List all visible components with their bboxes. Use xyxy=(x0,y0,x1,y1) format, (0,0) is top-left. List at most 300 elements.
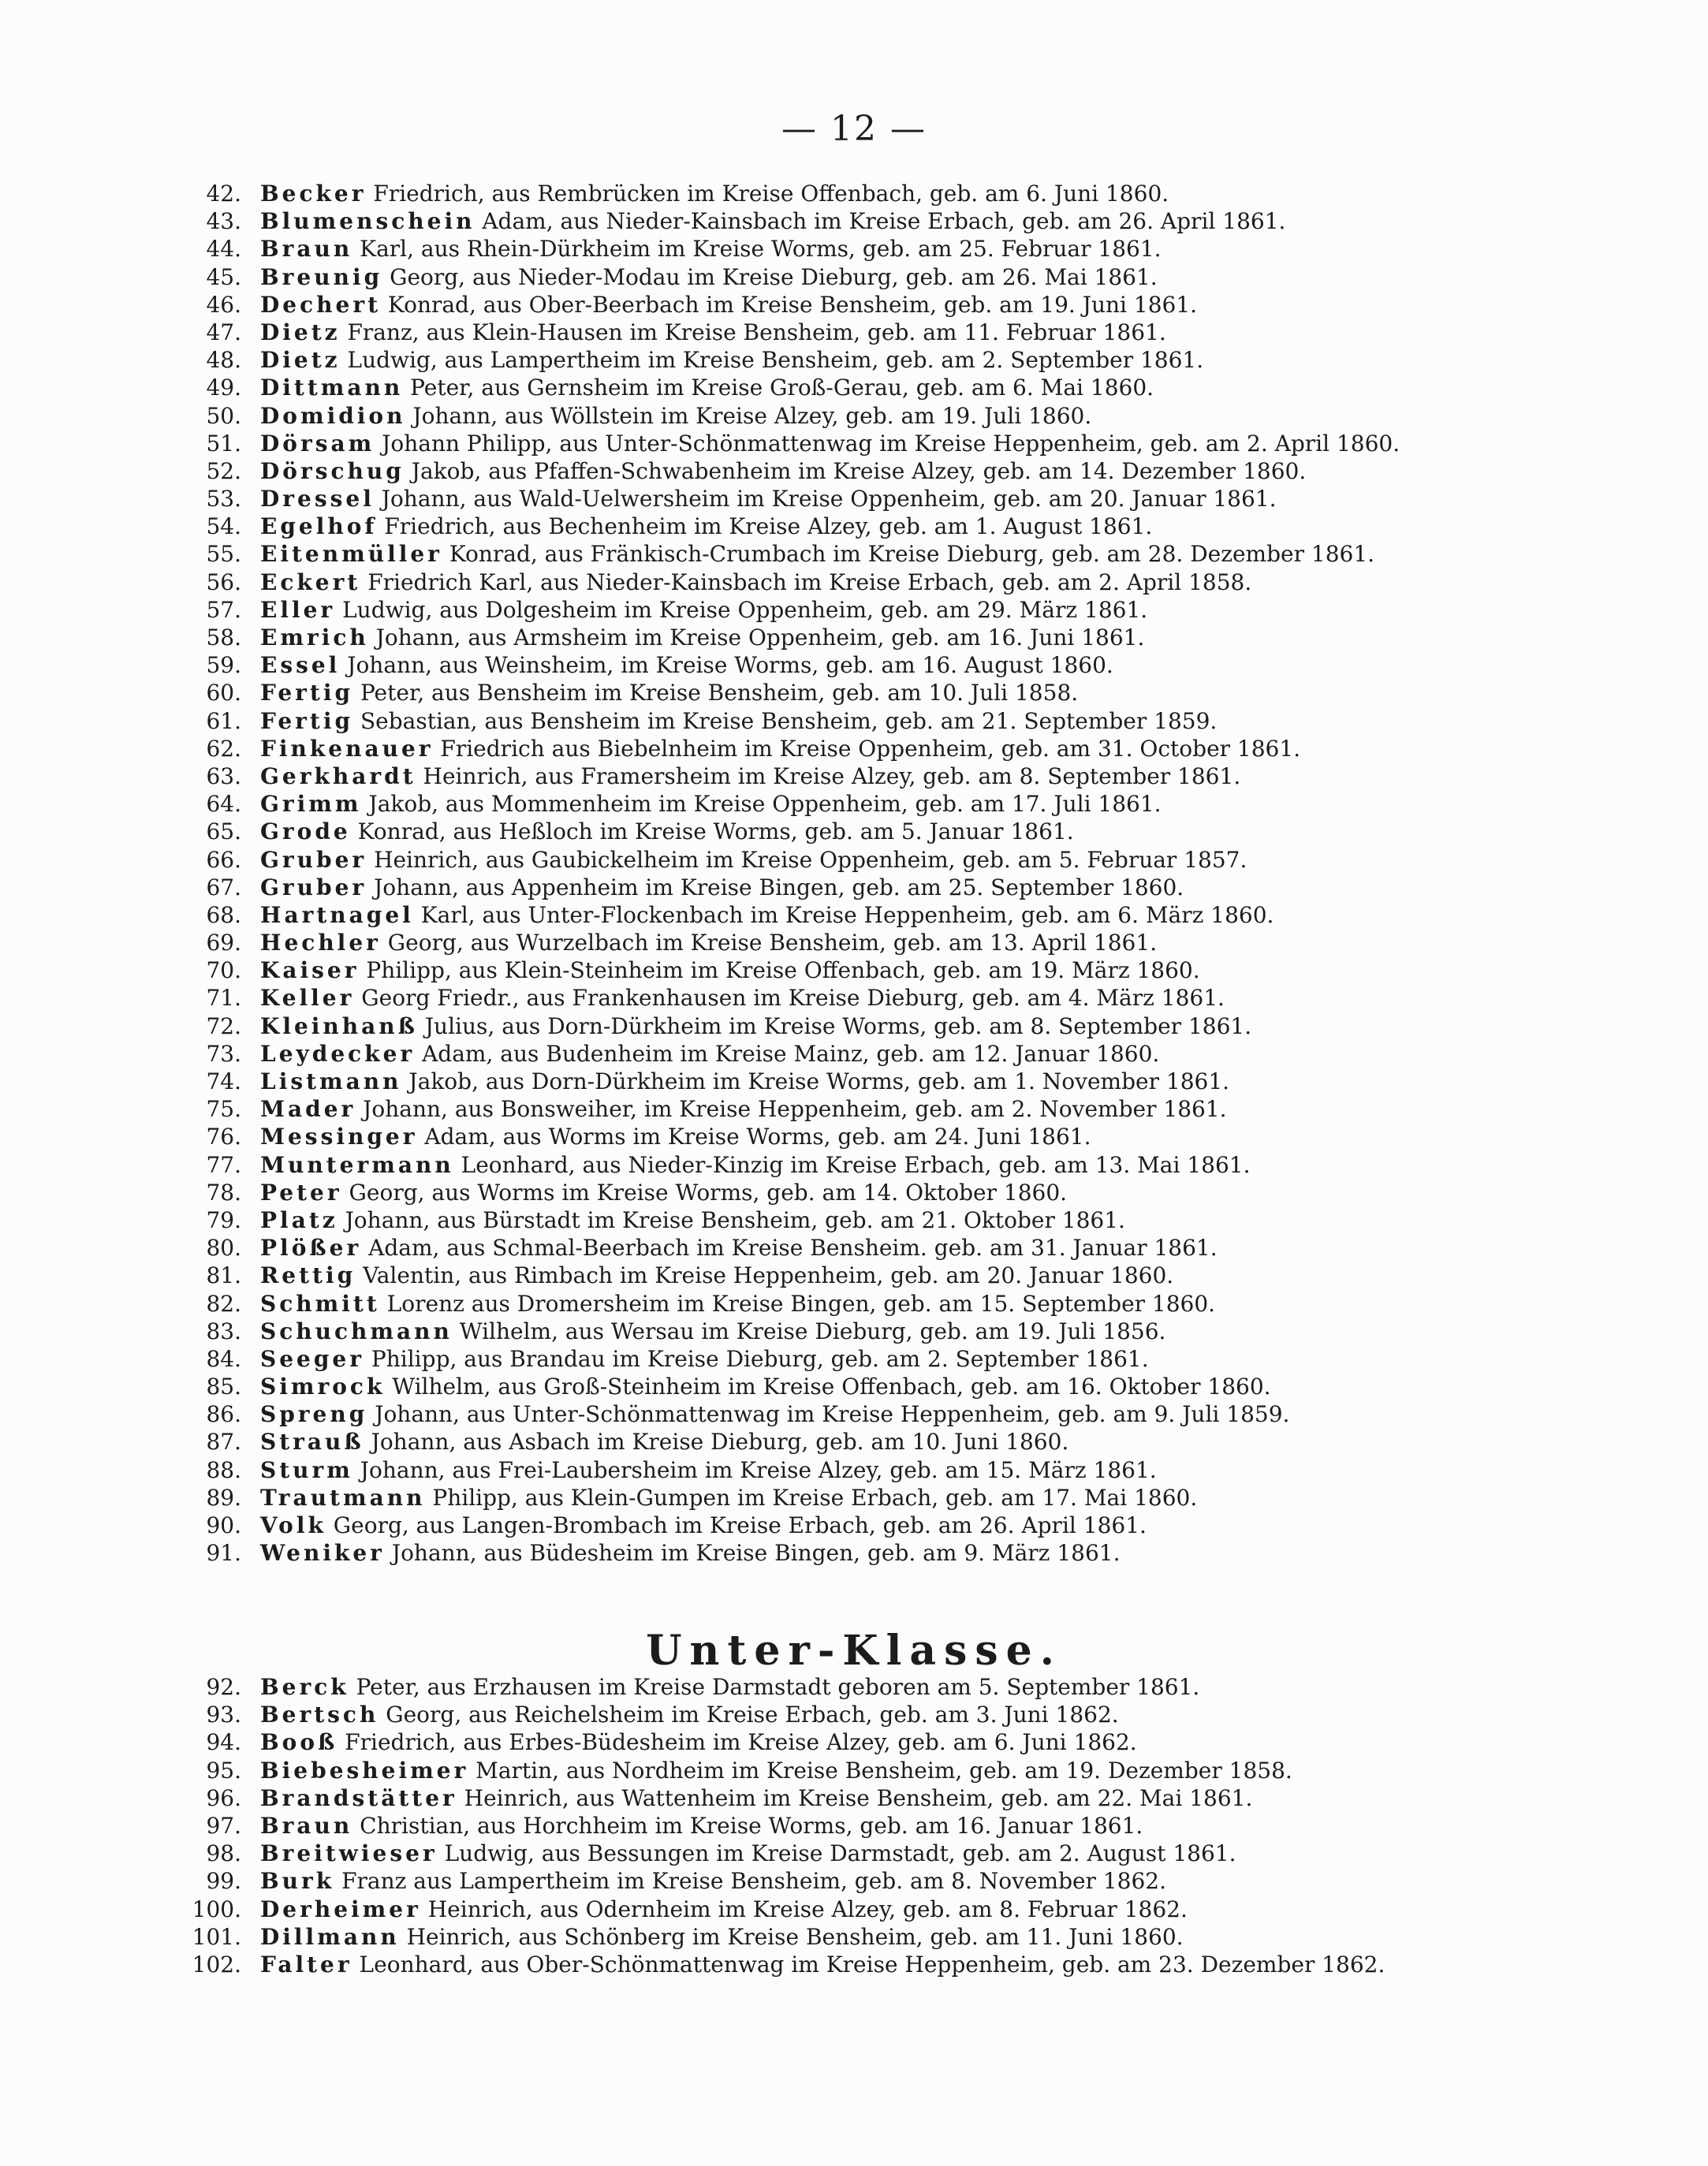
entry-text xyxy=(260,1040,1159,1068)
entry-text xyxy=(260,235,1162,263)
entry-details: Heinrich, aus Odernheim im Kreise Alzey, geb. am 8. Februar 1862. xyxy=(420,1896,1188,1922)
pupil-list-lower xyxy=(0,1673,1708,1978)
list-item xyxy=(0,1867,1708,1895)
entry-surname: Dietz xyxy=(260,319,341,345)
page-number: — 12 — xyxy=(781,109,927,149)
entry-details: Franz, aus Klein-Hausen im Kreise Bensheim, geb. am 11. Februar 1861. xyxy=(340,319,1166,345)
entry-surname: Sturm xyxy=(260,1456,353,1483)
list-item xyxy=(0,1428,1708,1456)
list-item xyxy=(0,1262,1708,1289)
entry-details: Wilhelm, aus Groß-Steinheim im Kreise Offenbach, geb. am 16. Oktober 1860. xyxy=(385,1374,1271,1400)
entry-text xyxy=(260,929,1157,956)
entry-details: Philipp, aus Klein-Steinheim im Kreise Offenbach, geb. am 19. März 1860. xyxy=(359,957,1200,984)
entry-text xyxy=(260,1345,1149,1373)
entry-text xyxy=(260,1262,1173,1289)
list-item xyxy=(0,235,1708,263)
entry-surname: Dechert xyxy=(260,291,382,318)
entry-surname: Spreng xyxy=(260,1401,368,1428)
list-item xyxy=(0,1923,1708,1951)
entry-number: 93. xyxy=(206,1702,241,1728)
entry-details: Christian, aus Horchheim im Kreise Worms, geb. am 16. Januar 1861. xyxy=(352,1812,1143,1839)
entry-number: 54. xyxy=(206,513,241,540)
entry-details: Ludwig, aus Lampertheim im Kreise Bensheim, geb. am 2. September 1861. xyxy=(340,347,1204,374)
entry-text xyxy=(260,1539,1121,1567)
list-item xyxy=(0,1068,1708,1095)
list-item xyxy=(0,1345,1708,1373)
entry-details: Friedrich, aus Bechenheim im Kreise Alzey, geb. am 1. August 1861. xyxy=(377,513,1153,540)
entry-details: Wilhelm, aus Wersau im Kreise Dieburg, geb. am 19. Juli 1856. xyxy=(452,1318,1166,1344)
entry-text xyxy=(260,1867,1166,1895)
entry-text xyxy=(260,762,1240,790)
entry-text xyxy=(260,1068,1229,1095)
list-item xyxy=(0,1012,1708,1040)
entry-number: 42. xyxy=(206,181,241,207)
entry-number: 61. xyxy=(206,707,241,734)
entry-surname: Domidion xyxy=(260,402,406,429)
entry-number: 98. xyxy=(206,1840,241,1867)
entry-details: Georg Friedr., aus Frankenhausen im Kreise Dieburg, geb. am 4. März 1861. xyxy=(354,985,1225,1012)
entry-number: 101. xyxy=(192,1923,241,1950)
entry-details: Karl, aus Rhein-Dürkheim im Kreise Worms, geb. am 25. Februar 1861. xyxy=(352,236,1162,263)
entry-text xyxy=(260,596,1147,624)
entry-number: 62. xyxy=(206,735,241,762)
entry-details: Ludwig, aus Dolgesheim im Kreise Oppenheim, geb. am 29. März 1861. xyxy=(335,596,1148,623)
entry-number: 94. xyxy=(206,1729,241,1756)
list-item xyxy=(0,707,1708,735)
list-item xyxy=(0,818,1708,845)
entry-number: 90. xyxy=(206,1512,241,1538)
entry-details: Philipp, aus Klein-Gumpen im Kreise Erbach, geb. am 17. Mai 1860. xyxy=(425,1484,1198,1511)
entry-surname: Grimm xyxy=(260,791,362,818)
entry-number: 91. xyxy=(206,1540,241,1567)
entry-text xyxy=(260,1318,1165,1345)
entry-details: Martin, aus Nordheim im Kreise Bensheim, geb. am 19. Dezember 1858. xyxy=(468,1757,1292,1784)
entry-text xyxy=(260,1951,1385,1978)
entry-number: 51. xyxy=(206,430,241,457)
entry-surname: Dillmann xyxy=(260,1923,400,1950)
section-heading: Unter-Klasse. xyxy=(646,1627,1062,1675)
list-item xyxy=(0,901,1708,929)
entry-details: Heinrich, aus Gaubickelheim im Kreise Oppenheim, geb. am 5. Februar 1857. xyxy=(367,846,1247,873)
entry-number: 99. xyxy=(206,1868,241,1895)
entry-surname: Peter xyxy=(260,1179,342,1206)
entry-details: Franz aus Lampertheim im Kreise Bensheim, geb. am 8. November 1862. xyxy=(334,1868,1166,1895)
list-item xyxy=(0,457,1708,485)
entry-text xyxy=(260,624,1144,651)
entry-surname: Simrock xyxy=(260,1374,386,1400)
entry-details: Adam, aus Nieder-Kainsbach im Kreise Erbach, geb. am 26. April 1861. xyxy=(475,208,1286,235)
entry-text xyxy=(260,1812,1143,1840)
entry-details: Konrad, aus Ober-Beerbach im Kreise Bensheim, geb. am 19. Juni 1861. xyxy=(381,291,1198,318)
entry-surname: Muntermann xyxy=(260,1151,454,1178)
entry-text xyxy=(260,1512,1147,1539)
entry-text xyxy=(260,679,1078,706)
list-item xyxy=(0,762,1708,790)
list-item xyxy=(0,485,1708,513)
entry-text xyxy=(260,1757,1292,1784)
entry-text xyxy=(260,1784,1252,1812)
entry-details: Johann, aus Asbach im Kreise Dieburg, geb. am 10. Juni 1860. xyxy=(364,1429,1069,1456)
entry-number: 84. xyxy=(206,1345,241,1372)
entry-details: Valentin, aus Rimbach im Kreise Heppenheim, geb. am 20. Januar 1860. xyxy=(356,1262,1174,1289)
list-item xyxy=(0,1456,1708,1484)
entry-details: Georg, aus Worms im Kreise Worms, geb. am 14. Oktober 1860. xyxy=(341,1179,1068,1206)
entry-number: 57. xyxy=(206,596,241,623)
entry-details: Philipp, aus Brandau im Kreise Dieburg, geb. am 2. September 1861. xyxy=(364,1345,1149,1372)
entry-details: Friedrich aus Biebelnheim im Kreise Oppenheim, geb. am 31. October 1861. xyxy=(433,735,1301,762)
list-item xyxy=(0,1484,1708,1512)
entry-text xyxy=(260,1234,1218,1262)
entry-details: Georg, aus Reichelsheim im Kreise Erbach, geb. am 3. Juni 1862. xyxy=(379,1702,1119,1728)
entry-details: Leonhard, aus Ober-Schönmattenwag im Kreise Heppenheim, geb. am 23. Dezember 1862. xyxy=(352,1951,1385,1978)
entry-text xyxy=(260,1179,1067,1206)
entry-surname: Becker xyxy=(260,181,367,207)
entry-number: 79. xyxy=(206,1206,241,1233)
entry-surname: Breitwieser xyxy=(260,1840,438,1867)
entry-surname: Brandstätter xyxy=(260,1784,457,1811)
list-item xyxy=(0,1373,1708,1400)
entry-details: Heinrich, aus Schönberg im Kreise Bensheim, geb. am 11. Juni 1860. xyxy=(399,1923,1184,1950)
entry-text xyxy=(260,874,1184,901)
entry-text xyxy=(260,1428,1068,1456)
entry-surname: Dittmann xyxy=(260,375,404,401)
entry-text xyxy=(260,956,1200,984)
entry-text xyxy=(260,346,1203,374)
entry-text xyxy=(260,846,1247,874)
entry-details: Peter, aus Bensheim im Kreise Bensheim, geb. am 10. Juli 1858. xyxy=(353,680,1079,706)
entry-number: 82. xyxy=(206,1290,241,1317)
entry-details: Jakob, aus Pfaffen-Schwabenheim im Kreise Alzey, geb. am 14. Dezember 1860. xyxy=(404,457,1307,484)
entry-number: 53. xyxy=(206,486,241,513)
list-item xyxy=(0,1512,1708,1539)
entry-surname: Biebesheimer xyxy=(260,1757,469,1784)
entry-surname: Emrich xyxy=(260,624,369,651)
entry-surname: Finkenauer xyxy=(260,735,434,762)
entry-surname: Essel xyxy=(260,652,341,679)
entry-surname: Eitenmüller xyxy=(260,541,442,568)
entry-details: Johann, aus Weinsheim, im Kreise Worms, geb. am 16. August 1860. xyxy=(340,652,1113,679)
list-item xyxy=(0,569,1708,596)
list-item xyxy=(0,1539,1708,1567)
entry-number: 87. xyxy=(206,1429,241,1456)
list-item xyxy=(0,346,1708,374)
entry-number: 72. xyxy=(206,1012,241,1039)
list-item xyxy=(0,596,1708,624)
entry-surname: Schuchmann xyxy=(260,1318,453,1344)
entry-text xyxy=(260,263,1158,291)
list-item xyxy=(0,624,1708,651)
entry-text xyxy=(260,1012,1251,1040)
list-item xyxy=(0,1206,1708,1234)
entry-text xyxy=(260,485,1277,513)
entry-details: Heinrich, aus Wattenheim im Kreise Bensheim, geb. am 22. Mai 1861. xyxy=(457,1784,1253,1811)
entry-number: 71. xyxy=(206,985,241,1012)
entry-surname: Mader xyxy=(260,1096,356,1123)
entry-text xyxy=(260,1290,1215,1318)
list-item xyxy=(0,735,1708,762)
entry-number: 69. xyxy=(206,930,241,956)
entry-details: Peter, aus Gernsheim im Kreise Groß-Gerau, geb. am 6. Mai 1860. xyxy=(403,375,1154,401)
entry-details: Konrad, aus Heßloch im Kreise Worms, geb. am 5. Januar 1861. xyxy=(350,818,1074,845)
entry-text xyxy=(260,1151,1251,1179)
entry-surname: Messinger xyxy=(260,1124,418,1150)
entry-number: 47. xyxy=(206,319,241,345)
entry-details: Johann, aus Wöllstein im Kreise Alzey, geb. am 19. Juli 1860. xyxy=(405,402,1092,429)
entry-number: 66. xyxy=(206,846,241,873)
list-item xyxy=(0,1234,1708,1262)
entry-number: 48. xyxy=(206,347,241,374)
list-item xyxy=(0,1701,1708,1728)
entry-number: 96. xyxy=(206,1784,241,1811)
entry-surname: Kleinhanß xyxy=(260,1012,418,1039)
entry-number: 86. xyxy=(206,1401,241,1428)
entry-number: 95. xyxy=(206,1757,241,1784)
list-item xyxy=(0,1673,1708,1701)
entry-details: Johann Philipp, aus Unter-Schönmattenwag im Kreise Heppenheim, geb. am 2. April 1860. xyxy=(375,430,1400,457)
entry-details: Sebastian, aus Bensheim im Kreise Bensheim, geb. am 21. September 1859. xyxy=(353,707,1218,734)
entry-text xyxy=(260,291,1197,319)
entry-details: Lorenz aus Dromersheim im Kreise Bingen, geb. am 15. September 1860. xyxy=(379,1290,1216,1317)
entry-details: Johann, aus Unter-Schönmattenwag im Kreise Heppenheim, geb. am 9. Juli 1859. xyxy=(367,1401,1290,1428)
pupil-list-upper xyxy=(0,180,1708,1567)
entry-surname: Hartnagel xyxy=(260,901,414,928)
entry-details: Johann, aus Armsheim im Kreise Oppenheim, geb. am 16. Juni 1861. xyxy=(368,624,1145,651)
list-item xyxy=(0,291,1708,319)
entry-text xyxy=(260,1123,1091,1150)
entry-surname: Keller xyxy=(260,985,355,1012)
entry-text xyxy=(260,651,1113,679)
entry-number: 68. xyxy=(206,901,241,928)
entry-surname: Braun xyxy=(260,1812,353,1839)
entry-surname: Egelhof xyxy=(260,513,378,540)
entry-text xyxy=(260,707,1217,735)
list-item xyxy=(0,1151,1708,1179)
entry-surname: Platz xyxy=(260,1206,338,1233)
entry-surname: Leydecker xyxy=(260,1040,416,1067)
entry-number: 70. xyxy=(206,957,241,984)
entry-details: Julius, aus Dorn-Dürkheim im Kreise Worms, geb. am 8. September 1861. xyxy=(417,1012,1252,1039)
entry-number: 80. xyxy=(206,1235,241,1262)
entry-text xyxy=(260,1373,1271,1400)
entry-number: 88. xyxy=(206,1456,241,1483)
entry-number: 97. xyxy=(206,1812,241,1839)
entry-number: 50. xyxy=(206,402,241,429)
entry-surname: Dörschug xyxy=(260,457,405,484)
entry-number: 58. xyxy=(206,624,241,651)
list-item xyxy=(0,1318,1708,1345)
entry-surname: Hechler xyxy=(260,930,381,956)
entry-details: Johann, aus Frei-Laubersheim im Kreise Alzey, geb. am 15. März 1861. xyxy=(352,1456,1157,1483)
list-item xyxy=(0,540,1708,568)
list-item xyxy=(0,1400,1708,1428)
list-item xyxy=(0,263,1708,291)
entry-surname: Listmann xyxy=(260,1068,402,1094)
entry-surname: Gerkhardt xyxy=(260,762,416,789)
entry-number: 73. xyxy=(206,1040,241,1067)
list-item xyxy=(0,207,1708,235)
entry-number: 45. xyxy=(206,263,241,290)
entry-details: Jakob, aus Dorn-Dürkheim im Kreise Worms, geb. am 1. November 1861. xyxy=(401,1068,1230,1094)
entry-text xyxy=(260,1728,1137,1756)
entry-surname: Eckert xyxy=(260,569,361,595)
entry-text xyxy=(260,319,1166,346)
list-item xyxy=(0,984,1708,1012)
entry-text xyxy=(260,1840,1236,1867)
entry-number: 67. xyxy=(206,874,241,900)
entry-surname: Fertig xyxy=(260,680,354,706)
entry-text xyxy=(260,374,1154,401)
entry-number: 78. xyxy=(206,1179,241,1206)
entry-surname: Bertsch xyxy=(260,1702,379,1728)
entry-number: 76. xyxy=(206,1124,241,1150)
entry-surname: Gruber xyxy=(260,846,367,873)
entry-details: Johann, aus Appenheim im Kreise Bingen, geb. am 25. September 1860. xyxy=(367,874,1184,900)
entry-text xyxy=(260,513,1152,540)
entry-number: 85. xyxy=(206,1374,241,1400)
entry-details: Johann, aus Büdesheim im Kreise Bingen, geb. am 9. März 1861. xyxy=(384,1540,1121,1567)
entry-text xyxy=(260,569,1251,596)
entry-surname: Breunig xyxy=(260,263,383,290)
list-item xyxy=(0,790,1708,818)
entry-number: 74. xyxy=(206,1068,241,1094)
list-item xyxy=(0,1040,1708,1068)
entry-text xyxy=(260,1896,1188,1923)
entry-surname: Dietz xyxy=(260,347,341,374)
entry-text xyxy=(260,180,1169,207)
entry-surname: Seeger xyxy=(260,1345,364,1372)
entry-number: 44. xyxy=(206,236,241,263)
entry-surname: Weniker xyxy=(260,1540,385,1567)
list-item xyxy=(0,846,1708,874)
entry-surname: Grode xyxy=(260,818,351,845)
entry-text xyxy=(260,1095,1227,1123)
list-item xyxy=(0,1951,1708,1978)
entry-number: 83. xyxy=(206,1318,241,1344)
list-item xyxy=(0,1095,1708,1123)
entry-details: Johann, aus Wald-Uelwersheim im Kreise Oppenheim, geb. am 20. Januar 1861. xyxy=(374,486,1277,513)
entry-number: 55. xyxy=(206,541,241,568)
list-item xyxy=(0,1812,1708,1840)
entry-surname: Fertig xyxy=(260,707,354,734)
entry-surname: Berck xyxy=(260,1674,349,1700)
entry-surname: Braun xyxy=(260,236,353,263)
entry-number: 81. xyxy=(206,1262,241,1289)
entry-text xyxy=(260,1456,1157,1484)
list-item xyxy=(0,1896,1708,1923)
entry-text xyxy=(260,457,1306,485)
entry-number: 100. xyxy=(192,1896,241,1922)
entry-surname: Blumenschein xyxy=(260,208,475,235)
entry-number: 49. xyxy=(206,375,241,401)
entry-number: 75. xyxy=(206,1096,241,1123)
entry-details: Ludwig, aus Bessungen im Kreise Darmstadt, geb. am 2. August 1861. xyxy=(437,1840,1236,1867)
list-item xyxy=(0,956,1708,984)
entry-surname: Trautmann xyxy=(260,1484,426,1511)
entry-details: Adam, aus Budenheim im Kreise Mainz, geb. am 12. Januar 1860. xyxy=(415,1040,1160,1067)
entry-surname: Rettig xyxy=(260,1262,356,1289)
entry-details: Johann, aus Bürstadt im Kreise Bensheim, geb. am 21. Oktober 1861. xyxy=(337,1206,1125,1233)
entry-text xyxy=(260,1673,1199,1701)
entry-number: 77. xyxy=(206,1151,241,1178)
entry-text xyxy=(260,818,1074,845)
entry-details: Adam, aus Schmal-Beerbach im Kreise Bensheim. geb. am 31. Januar 1861. xyxy=(361,1235,1218,1262)
entry-number: 46. xyxy=(206,291,241,318)
entry-details: Friedrich Karl, aus Nieder-Kainsbach im Kreise Erbach, geb. am 2. April 1858. xyxy=(360,569,1252,595)
entry-details: Georg, aus Langen-Brombach im Kreise Erbach, geb. am 26. April 1861. xyxy=(326,1512,1147,1538)
entry-details: Heinrich, aus Framersheim im Kreise Alzey, geb. am 8. September 1861. xyxy=(416,762,1241,789)
list-item xyxy=(0,430,1708,457)
entry-details: Friedrich, aus Erbes-Büdesheim im Kreise Alzey, geb. am 6. Juni 1862. xyxy=(337,1729,1137,1756)
entry-text xyxy=(260,1484,1197,1512)
entry-number: 65. xyxy=(206,818,241,845)
entry-number: 52. xyxy=(206,457,241,484)
entry-surname: Gruber xyxy=(260,874,367,900)
list-item xyxy=(0,874,1708,901)
entry-number: 92. xyxy=(206,1674,241,1700)
list-item xyxy=(0,1728,1708,1756)
list-item xyxy=(0,1179,1708,1206)
entry-text xyxy=(260,1923,1184,1951)
entry-details: Karl, aus Unter-Flockenbach im Kreise Heppenheim, geb. am 6. März 1860. xyxy=(413,901,1274,928)
entry-details: Konrad, aus Fränkisch-Crumbach im Kreise Dieburg, geb. am 28. Dezember 1861. xyxy=(442,541,1375,568)
entry-surname: Schmitt xyxy=(260,1290,380,1317)
entry-text xyxy=(260,540,1374,568)
list-item xyxy=(0,1784,1708,1812)
list-item xyxy=(0,402,1708,430)
entry-text xyxy=(260,402,1091,430)
entry-number: 89. xyxy=(206,1484,241,1511)
entry-details: Georg, aus Wurzelbach im Kreise Bensheim, geb. am 13. April 1861. xyxy=(380,930,1158,956)
entry-details: Friedrich, aus Rembrücken im Kreise Offenbach, geb. am 6. Juni 1860. xyxy=(366,181,1169,207)
entry-surname: Burk xyxy=(260,1868,335,1895)
entry-text xyxy=(260,1206,1125,1234)
entry-details: Georg, aus Nieder-Modau im Kreise Dieburg, geb. am 26. Mai 1861. xyxy=(382,263,1158,290)
entry-text xyxy=(260,1701,1119,1728)
list-item xyxy=(0,929,1708,956)
entry-details: Jakob, aus Mommenheim im Kreise Oppenheim, geb. am 17. Juli 1861. xyxy=(361,791,1162,818)
entry-surname: Dörsam xyxy=(260,430,375,457)
list-item xyxy=(0,180,1708,207)
entry-number: 63. xyxy=(206,762,241,789)
entry-surname: Derheimer xyxy=(260,1896,421,1922)
entry-text xyxy=(260,901,1274,929)
entry-details: Leonhard, aus Nieder-Kinzig im Kreise Erbach, geb. am 13. Mai 1861. xyxy=(453,1151,1251,1178)
list-item xyxy=(0,374,1708,401)
entry-surname: Plößer xyxy=(260,1235,362,1262)
list-item xyxy=(0,651,1708,679)
entry-text xyxy=(260,430,1400,457)
list-item xyxy=(0,1757,1708,1784)
entry-number: 59. xyxy=(206,652,241,679)
entry-surname: Falter xyxy=(260,1951,352,1978)
entry-text xyxy=(260,207,1285,235)
entry-details: Adam, aus Worms im Kreise Worms, geb. am 24. Juni 1861. xyxy=(417,1124,1091,1150)
entry-text xyxy=(260,1400,1289,1428)
entry-details: Johann, aus Bonsweiher, im Kreise Heppenheim, geb. am 2. November 1861. xyxy=(356,1096,1227,1123)
entry-number: 102. xyxy=(192,1951,241,1978)
entry-text xyxy=(260,790,1162,818)
entry-surname: Strauß xyxy=(260,1429,364,1456)
entry-surname: Eller xyxy=(260,596,336,623)
entry-number: 60. xyxy=(206,680,241,706)
list-item xyxy=(0,1290,1708,1318)
list-item xyxy=(0,679,1708,706)
list-item xyxy=(0,319,1708,346)
entry-surname: Volk xyxy=(260,1512,326,1538)
entry-surname: Dressel xyxy=(260,486,375,513)
entry-surname: Kaiser xyxy=(260,957,360,984)
entry-details: Peter, aus Erzhausen im Kreise Darmstadt geboren am 5. September 1861. xyxy=(349,1674,1200,1700)
